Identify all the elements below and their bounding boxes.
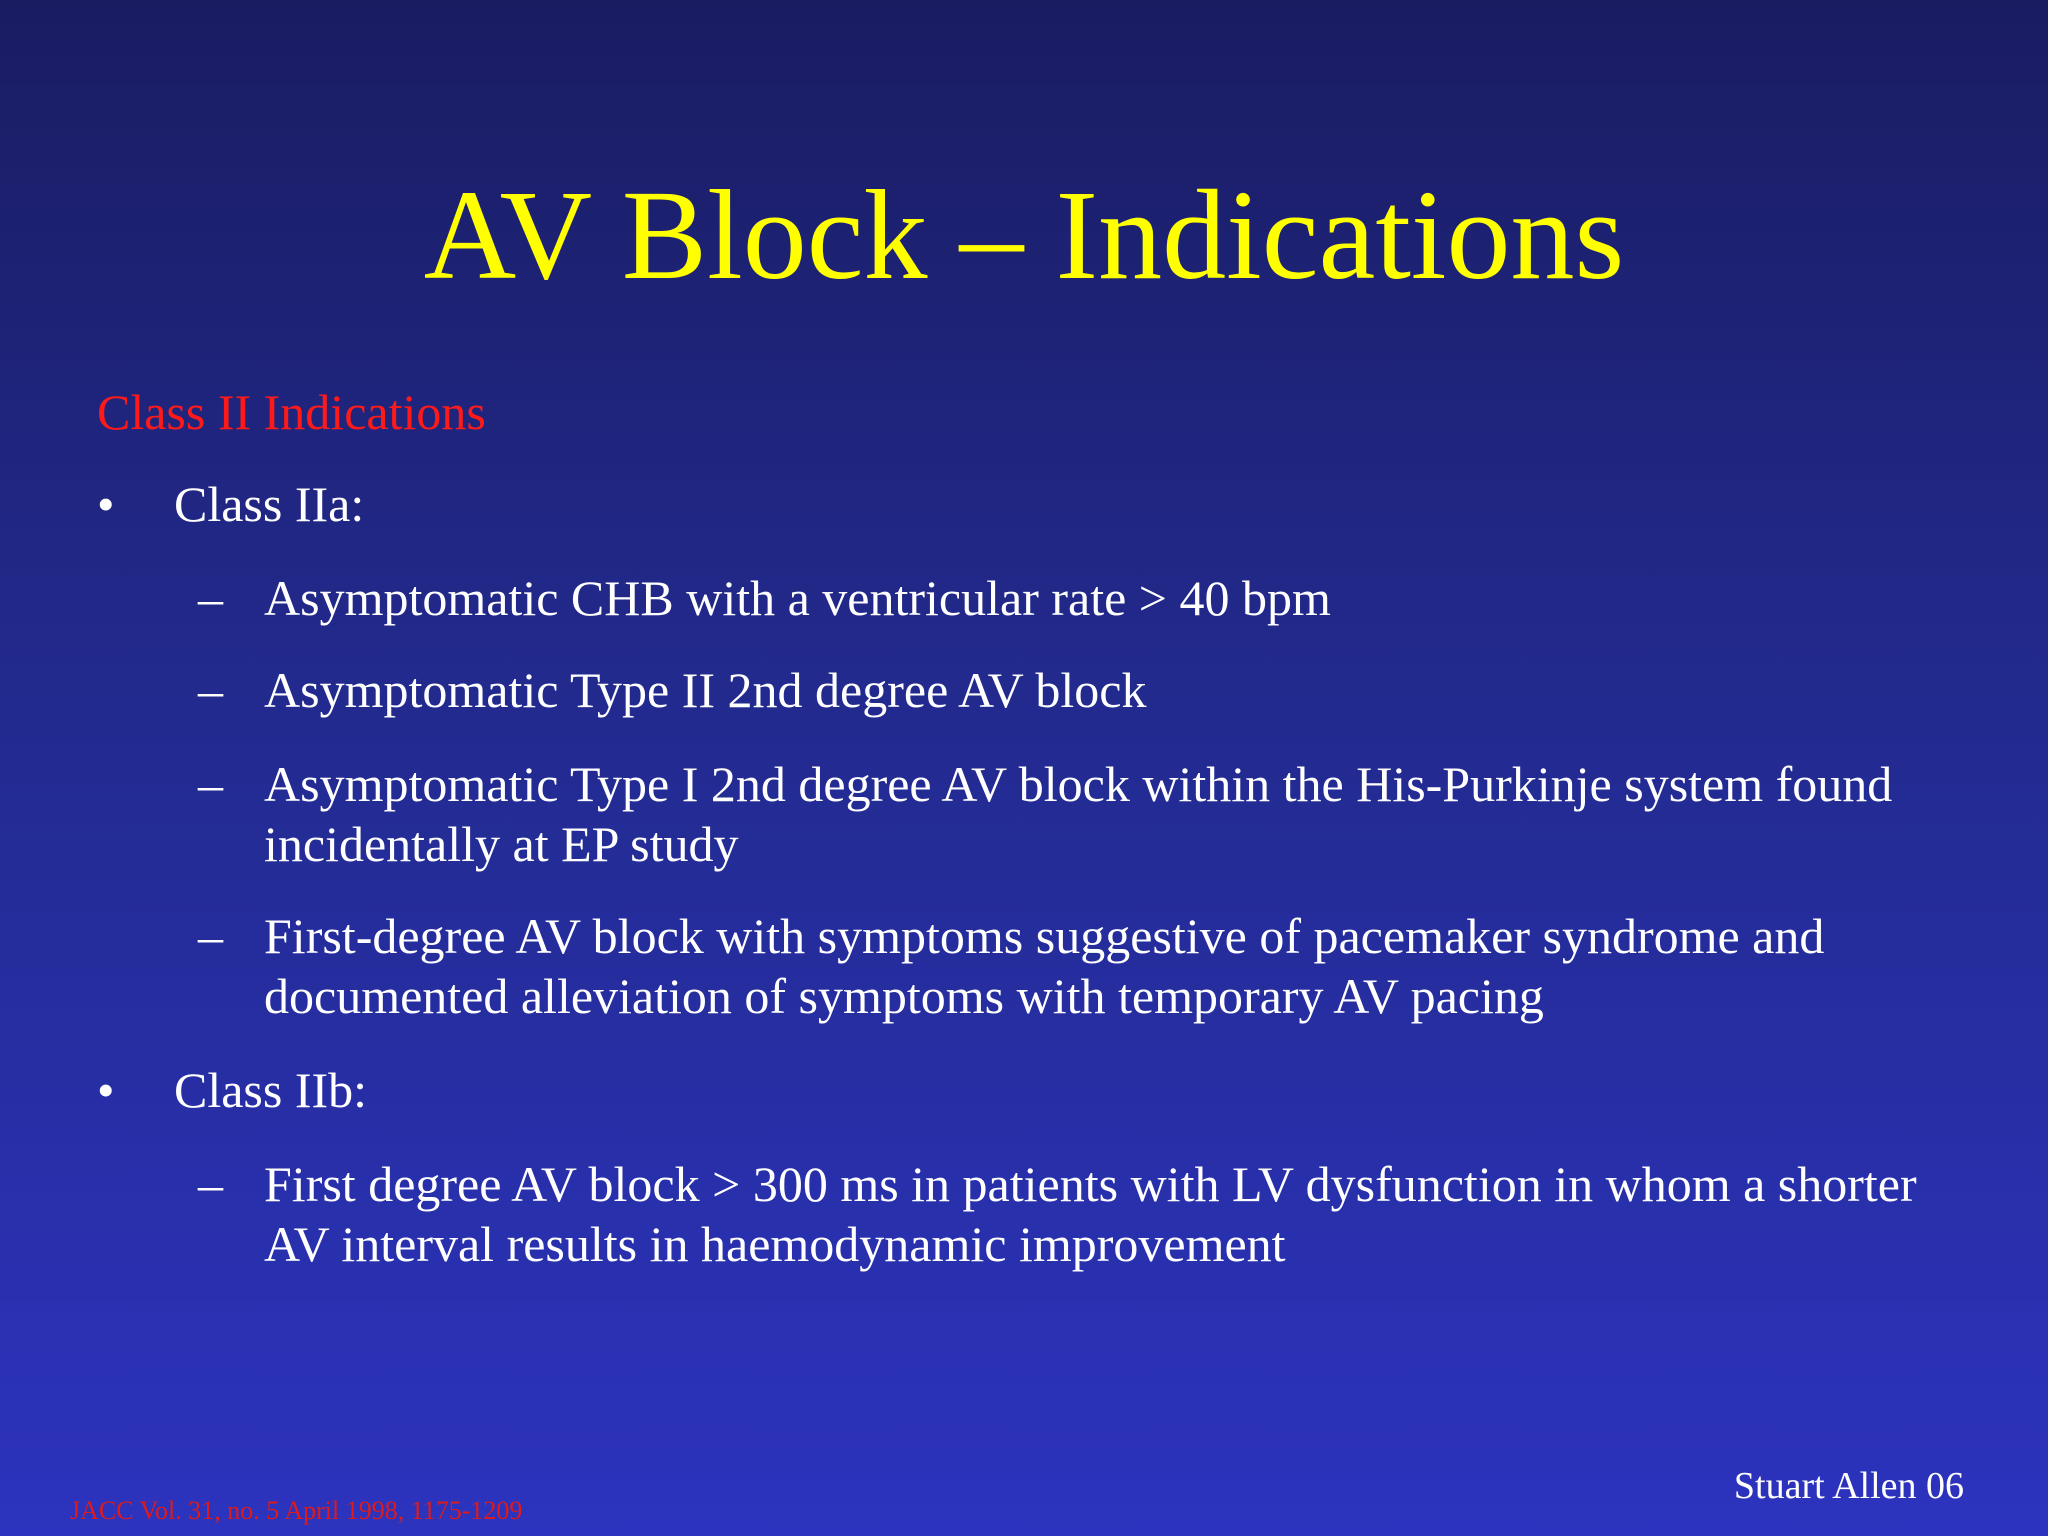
author-credit: Stuart Allen 06 <box>1733 1465 1964 1507</box>
dash-marker: – <box>198 908 223 964</box>
bullet-class-iia <box>97 474 364 534</box>
bullet-marker: • <box>97 1062 115 1118</box>
bullet-marker: • <box>97 476 115 532</box>
sub-item-text: Asymptomatic Type II 2nd degree AV block <box>264 662 1147 718</box>
slide-title: AV Block – Indications <box>423 164 1625 306</box>
dash-marker: – <box>198 570 223 626</box>
dash-marker: – <box>198 756 223 812</box>
dash-marker: – <box>198 1156 223 1212</box>
citation: JACC Vol. 31, no. 5 April 1998, 1175-1209 <box>70 1496 523 1525</box>
bullet-label: Class IIb: <box>174 1062 368 1118</box>
sub-item <box>198 906 1998 1026</box>
sub-item-text: Asymptomatic CHB with a ventricular rate > 40 bpm <box>264 570 1331 626</box>
sub-item <box>198 1154 1918 1274</box>
sub-item-text: First-degree AV block with symptoms suggestive of pacemaker syndrome and documented alleviation of symptoms with temporary AV pacing <box>264 908 1825 1024</box>
section-heading: Class II Indications <box>97 384 486 440</box>
dash-marker: – <box>198 662 223 718</box>
sub-item <box>198 660 1998 720</box>
sub-item-text: First degree AV block > 300 ms in patients with LV dysfunction in whom a shorter AV interval results in haemodynamic improvement <box>264 1156 1917 1272</box>
bullet-label: Class IIa: <box>174 476 365 532</box>
sub-item-text: Asymptomatic Type I 2nd degree AV block within the His-Purkinje system found incidentally at EP study <box>264 756 1893 872</box>
sub-item <box>198 568 1998 628</box>
bullet-class-iib <box>97 1060 367 1120</box>
sub-item <box>198 754 1918 874</box>
